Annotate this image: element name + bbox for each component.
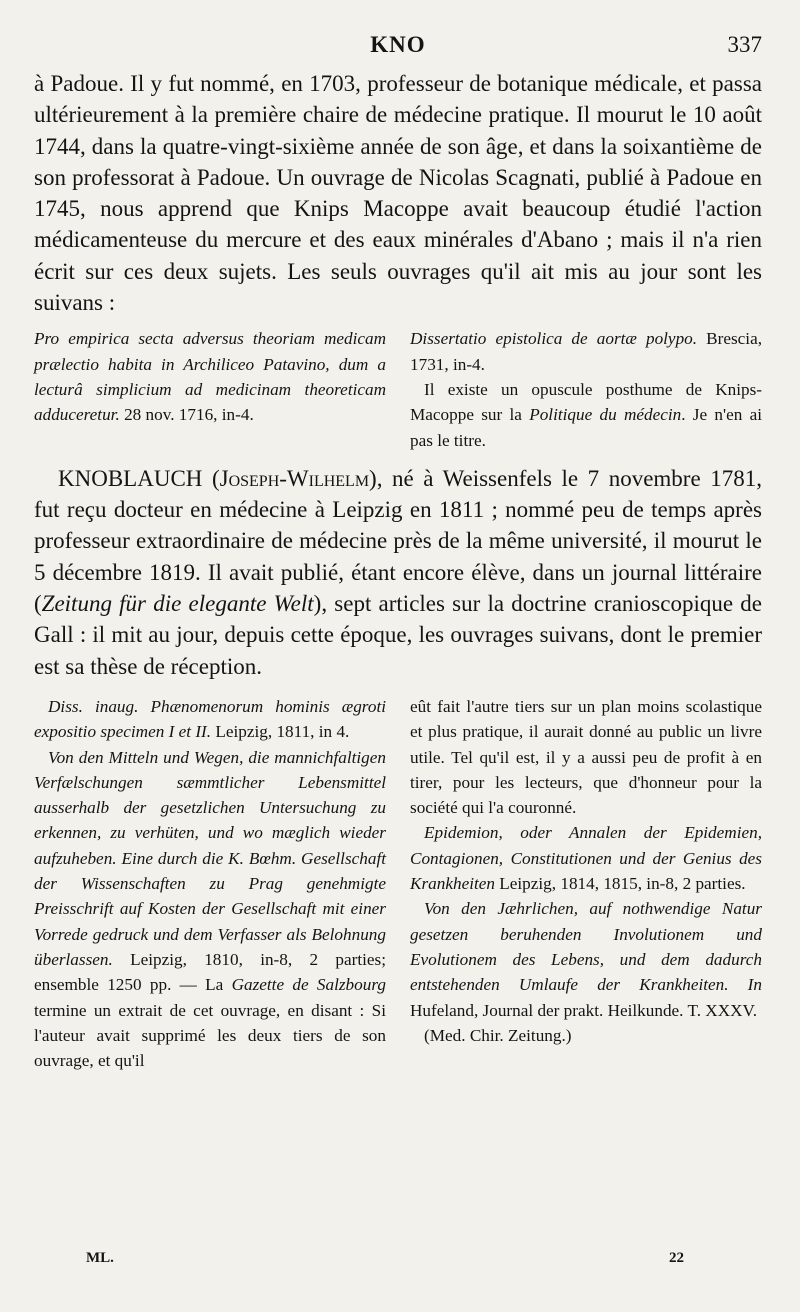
work-item (34, 694, 386, 745)
work-item: Von den Jæhrlichen, auf nothwendige Natur gesetzen beruhenden Involutionem und Evolutionem des Lebens, und dem dadurch entstehenden Umlaufe der Krankheiten. In Hufeland, Journal der prakt. Heilkunde. T. XXXV. (410, 899, 762, 1020)
work-item (34, 745, 386, 1074)
works-list-1 (34, 326, 762, 452)
works-column-right (410, 326, 762, 452)
work-title: Epidemion, oder Annalen der Epidemien, Contagionen, Constitutionen und der Genius des Krankheiten (410, 823, 762, 894)
entry-forenames: (Joseph-Wilhelm) (211, 465, 377, 491)
work-title: Von den Mitteln und Wegen, die mannichfaltigen Verfælschungen sæmmtlicher Lebensmittel ausserhalb der gesetzlichen Untersuchung zu erkennen, zu verhüten, und wo mæglich wieder aufzuheben. Eine durch die K. Bœhm. Gesellschaft der Wissenschaften zu Prag genehmigte Preisschrift auf Kosten der Gesellschaft mit einer Vorrede gedruck und dem Verfasser als Belohnung überlassen. (34, 747, 386, 969)
work-item (34, 326, 386, 427)
page-number: 337 (727, 32, 762, 57)
book-page (34, 28, 762, 1073)
gazette-title: Gazette de Salzbourg (231, 975, 386, 995)
work-comment: termine un extrait de cet ouvrage, en disant : Si l'auteur avait supprimé les deux tiers de son ouvrage, et qu'il (34, 1000, 386, 1071)
work-imprint: Hufeland, Journal der prakt. Heilkunde. T. XXXV. (410, 1000, 758, 1020)
journal-title: Zeitung für die elegante Welt (41, 591, 314, 617)
work-title: Diss. inaug. Phænomenorum hominis ægroti expositio specimen I et II. (34, 696, 386, 742)
work-imprint: Brescia, 1731, in-4. (410, 329, 762, 374)
works-column-left (34, 326, 386, 452)
note-title: Politique du médecin (529, 405, 682, 425)
signature-mark: ML. (86, 1250, 114, 1266)
work-imprint: Leipzig, 1811, in 4. (211, 722, 350, 742)
works-column-right (410, 694, 762, 1073)
continued-comment: eût fait l'autre tiers sur un plan moins scolastique et plus pratique, il aurait donné au public un livre utile. Tel qu'il est, il y a aussi peu de profit à en tirer, pour les lecteurs, que d'honneur pour la société qui l'a couronné. (410, 696, 762, 818)
intro-paragraph: à Padoue. Il y fut nommé, en 1703, professeur de botanique médicale, et passa ultérieurement à la première chaire de médecine pratique. Il mourut le 10 août 1744, dans la quatre-vingt-sixième année de son âge, et dans la soixantième de son professorat à Padoue. Un ouvrage de Nicolas Scagnati, publié à Padoue en 1745, nous apprend que Knips Macoppe avait beaucoup étudié l'action médicamenteuse du mercure et des eaux minérales d'Abano ; mais il n'a rien écrit sur ces deux sujets. Les seuls ouvrages qu'il ait mis au jour sont les suivans : (34, 71, 762, 316)
work-note: Il existe un opuscule posthume de Knips-Macoppe sur la Politique du médecin. Je n'en ai pas le titre. (410, 379, 762, 450)
entry-paragraph: KNOBLAUCH (Joseph-Wilhelm), né à Weissenfels le 7 novembre 1781, fut reçu docteur en médecine à Leipzig en 1811 ; nommé peu de temps après professeur extraordinaire de médecine près de la même université, il mourut le 5 décembre 1819. Il avait publié, étant encore élève, dans un journal littéraire (Zeitung für die elegante Welt), sept articles sur la doctrine cranioscopique de Gall : il mit au jour, depuis cette époque, les ouvrages suivans, dont le premier est sa thèse de réception. (34, 465, 762, 679)
running-head: KNO (370, 32, 426, 57)
works-column-left (34, 694, 386, 1073)
source-note: (Med. Chir. Zeitung.) (424, 1025, 572, 1045)
work-imprint: Leipzig, 1810, in-8, 2 parties; ensemble 1250 pp. — La (34, 949, 386, 995)
work-title: Pro empirica secta adversus theoriam medicam prælectio habita in Archiliceo Patavino, dum a lecturâ simplicium ad medicinam theoreticam adduceretur. (34, 329, 386, 425)
work-title: Von den Jæhrlichen, auf nothwendige Natur gesetzen beruhenden Involutionem und Evolutionem des Lebens, und dem dadurch entstehenden Umlaufe der Krankheiten. (410, 899, 762, 995)
entry-name: KNOBLAUCH (58, 465, 203, 491)
sheet-number: 22 (669, 1250, 684, 1266)
work-imprint: 28 nov. 1716, in-4. (119, 405, 254, 425)
works-list-2 (34, 694, 762, 1073)
page-footer (86, 1250, 684, 1267)
work-imprint: Leipzig, 1814, 1815, in-8, 2 parties. (494, 874, 746, 894)
work-title: Dissertatio epistolica de aortæ polypo. (410, 329, 698, 349)
page-header (34, 28, 762, 68)
biography-entry (34, 463, 762, 682)
work-item (410, 820, 762, 896)
work-item (410, 326, 762, 377)
